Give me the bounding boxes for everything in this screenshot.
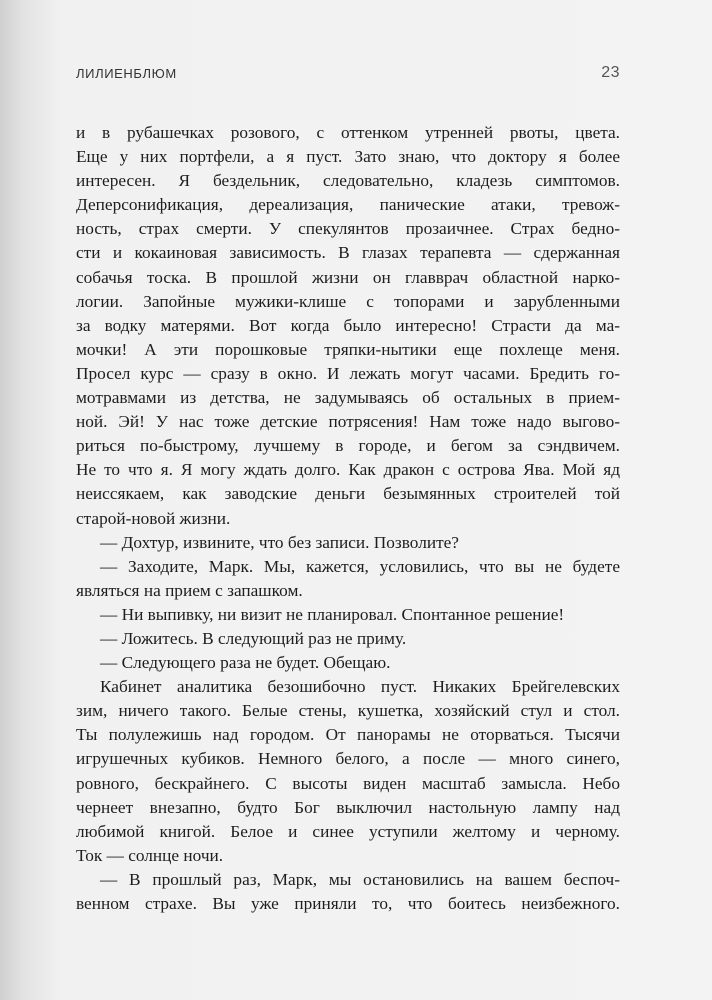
text-line: Просел курс — сразу в окно. И лежать могут часами. Бредить го- (76, 363, 620, 383)
dialogue-line: — Ни выпивку, ни визит не планировал. Спонтанное решение! (100, 604, 565, 624)
text-line: зим, ничего такого. Белые стены, кушетка, хозяйский стул и стол. (76, 701, 620, 721)
text-line: ровного, бескрайнего. С высоты виден масштаб замысла. Небо (76, 773, 620, 793)
paragraph-first-line: Кабинет аналитика безошибочно пуст. Никаких Брейгелевских (100, 677, 620, 697)
text-line: ной. Эй! У нас тоже детские потрясения! Нам тоже надо выгово- (76, 412, 620, 432)
dialogue-line: — Ложитесь. В следующий раз не приму. (100, 628, 407, 648)
text-line: Ты полулежишь над городом. От панорамы не оторваться. Тысячи (76, 725, 620, 745)
text-line: и в рубашечках розового, с оттенком утренней рвоты, цвета. (76, 123, 620, 142)
text-line: мочки! А эти порошковые тряпки-нытики еще похлеще меня. (76, 339, 620, 359)
text-line: игрушечных кубиков. Немного белого, а после — много синего, (76, 749, 620, 769)
text-line: старой-новой жизни. (76, 508, 231, 528)
page-number: 23 (601, 64, 620, 81)
text-line: интересен. Я бездельник, следовательно, кладезь симптомов. (76, 171, 620, 191)
text-line: логии. Запойные мужики-клише с топорами и зарубленными (76, 291, 620, 311)
text-line: венном страхе. Вы уже приняли то, что боитесь неизбежного. (76, 894, 620, 913)
text-line: чернеет внезапно, будто Бог выключил настольную лампу над (76, 797, 620, 817)
text-line: риться по-быстрому, лучшему в городе, и бегом за сэндвичем. (76, 436, 620, 456)
dialogue-line: — Заходите, Марк. Мы, кажется, условились, что вы не будете (100, 556, 620, 576)
body-text (76, 121, 620, 916)
text-line: мотравмами из детства, не задумываясь об остальных в прием- (76, 388, 620, 408)
text-line: неиссякаем, как заводские деньги безымянных строителей той (76, 484, 620, 504)
text-line: Еще у них портфели, а я пуст. Зато знаю, что доктору я более (76, 147, 620, 167)
text-line: Не то что я. Я могу ждать долго. Как дракон с острова Ява. Мой яд (76, 460, 620, 480)
dialogue-line: — Следующего раза не будет. Обещаю. (100, 653, 391, 673)
text-line: за водку матерями. Вот когда было интересно! Страсти да ма- (76, 315, 620, 335)
text-line: собачья тоска. В прошлой жизни он главврач областной нарко- (76, 267, 620, 287)
text-line: сти и кокаиновая зависимость. В глазах терапевта — сдержанная (76, 243, 620, 263)
text-line: Деперсонификация, дереализация, панические атаки, тревож- (76, 195, 620, 215)
running-title: ЛИЛИЕНБЛЮМ (76, 66, 177, 81)
text-line: любимой книгой. Белое и синее уступили желтому и черному. (76, 821, 620, 841)
text-line: являться на прием с запашком. (76, 580, 303, 600)
dialogue-line: — Дохтур, извините, что без записи. Позволите? (100, 532, 459, 552)
text-line: Ток — солнце ночи. (76, 845, 224, 865)
dialogue-line: — В прошлый раз, Марк, мы остановились на вашем беспоч- (100, 869, 620, 889)
text-line: ность, страх смерти. У спекулянтов прозаичнее. Страх бедно- (76, 219, 620, 239)
